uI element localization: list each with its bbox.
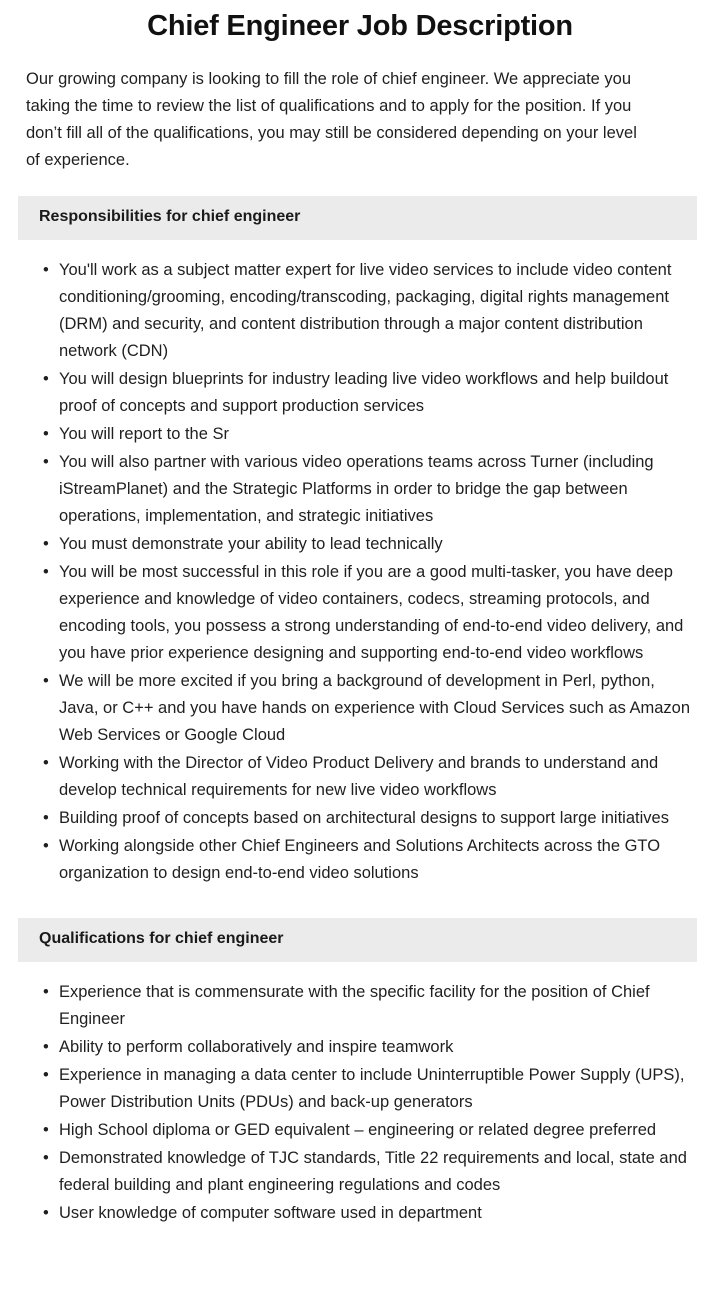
list-item [0,421,697,448]
list-item [0,668,697,749]
list-item-text: You will design blueprints for industry leading live video workflows and help buildout proof of concepts and support production services [59,370,669,416]
bullet-icon: • [43,672,49,691]
list-item-text: You will be most successful in this role if you are a good multi-tasker, you have deep experience and knowledge of video containers, codecs, streaming protocols, and encoding tools, you possess a strong understanding of end-to-end video delivery, and you have prior experience designing and supporting end-to-end video workflows [59,563,684,663]
intro-paragraph: Our growing company is looking to fill the role of chief engineer. We appreciate you taking the time to review the list of qualifications and to apply for the position. If you don’t fill all of the qualifications, you may still be considered depending on your level of experience. [26,70,637,170]
list-item-text: You will also partner with various video operations teams across Turner (including iStreamPlanet) and the Strategic Platforms in order to bridge the gap between operations, implementation, and strategic initiatives [59,453,654,526]
list-item [0,559,697,667]
list-item-text: Experience that is commensurate with the specific facility for the position of Chief Engineer [59,982,650,1028]
list-item-text: You'll work as a subject matter expert for live video services to include video content conditioning/grooming, encoding/transcoding, packaging, digital rights management (DRM) and security, and content distribution through a major content distribution network (CDN) [59,261,672,361]
bullet-icon: • [43,370,49,389]
list-item [0,1034,697,1061]
list-item-text: User knowledge of computer software used in department [59,1203,482,1222]
list-item [0,257,697,365]
bullet-icon: • [43,754,49,773]
list-item-text: Working with the Director of Video Product Delivery and brands to understand and develop technical requirements for new live video workflows [59,754,659,800]
list-item [0,833,697,887]
bullet-icon: • [43,1065,49,1084]
bullet-icon: • [43,425,49,444]
bullet-icon: • [43,535,49,554]
list-item-text: Building proof of concepts based on architectural designs to support large initiatives [59,809,669,828]
section-header-responsibilities: Responsibilities for chief engineer [18,196,697,240]
list-item-text: Experience in managing a data center to include Uninterruptible Power Supply (UPS), Power Distribution Units (PDUs) and back-up generators [59,1065,685,1111]
list-item [0,750,697,804]
list-item [0,1117,697,1144]
list-item [0,805,697,832]
list-item-text: Ability to perform collaboratively and inspire teamwork [59,1037,454,1056]
list-item-text: Demonstrated knowledge of TJC standards, Title 22 requirements and local, state and federal building and plant engineering regulations and codes [59,1148,687,1194]
bullet-icon: • [43,837,49,856]
page-title: Chief Engineer Job Description [147,10,573,42]
list-item [0,449,697,530]
bullet-icon: • [43,453,49,472]
bullet-icon: • [43,1037,49,1056]
bullet-icon: • [43,261,49,280]
section-responsibilities [0,196,720,887]
list-item-text: Working alongside other Chief Engineers and Solutions Architects across the GTO organization to design end-to-end video solutions [59,837,661,883]
qualifications-list [0,962,720,1227]
bullet-icon: • [43,1148,49,1167]
list-item [0,1200,697,1227]
bullet-icon: • [43,809,49,828]
list-item-text: You will report to the Sr [59,425,229,444]
list-item-text: High School diploma or GED equivalent – engineering or related degree preferred [59,1120,657,1139]
list-item [0,979,697,1033]
list-item [0,531,697,558]
bullet-icon: • [43,1120,49,1139]
responsibilities-list [0,240,720,887]
bullet-icon: • [43,1203,49,1222]
section-header-qualifications: Qualifications for chief engineer [18,918,697,962]
bullet-icon: • [43,563,49,582]
list-item [0,1145,697,1199]
list-item [0,1062,697,1116]
list-item [0,366,697,420]
list-item-text: You must demonstrate your ability to lead technically [59,535,443,554]
list-item-text: We will be more excited if you bring a background of development in Perl, python, Java, or C++ and you have hands on experience with Cloud Services such as Amazon Web Services or Google Cloud [59,672,691,745]
bullet-icon: • [43,982,49,1001]
section-qualifications [0,918,720,1227]
